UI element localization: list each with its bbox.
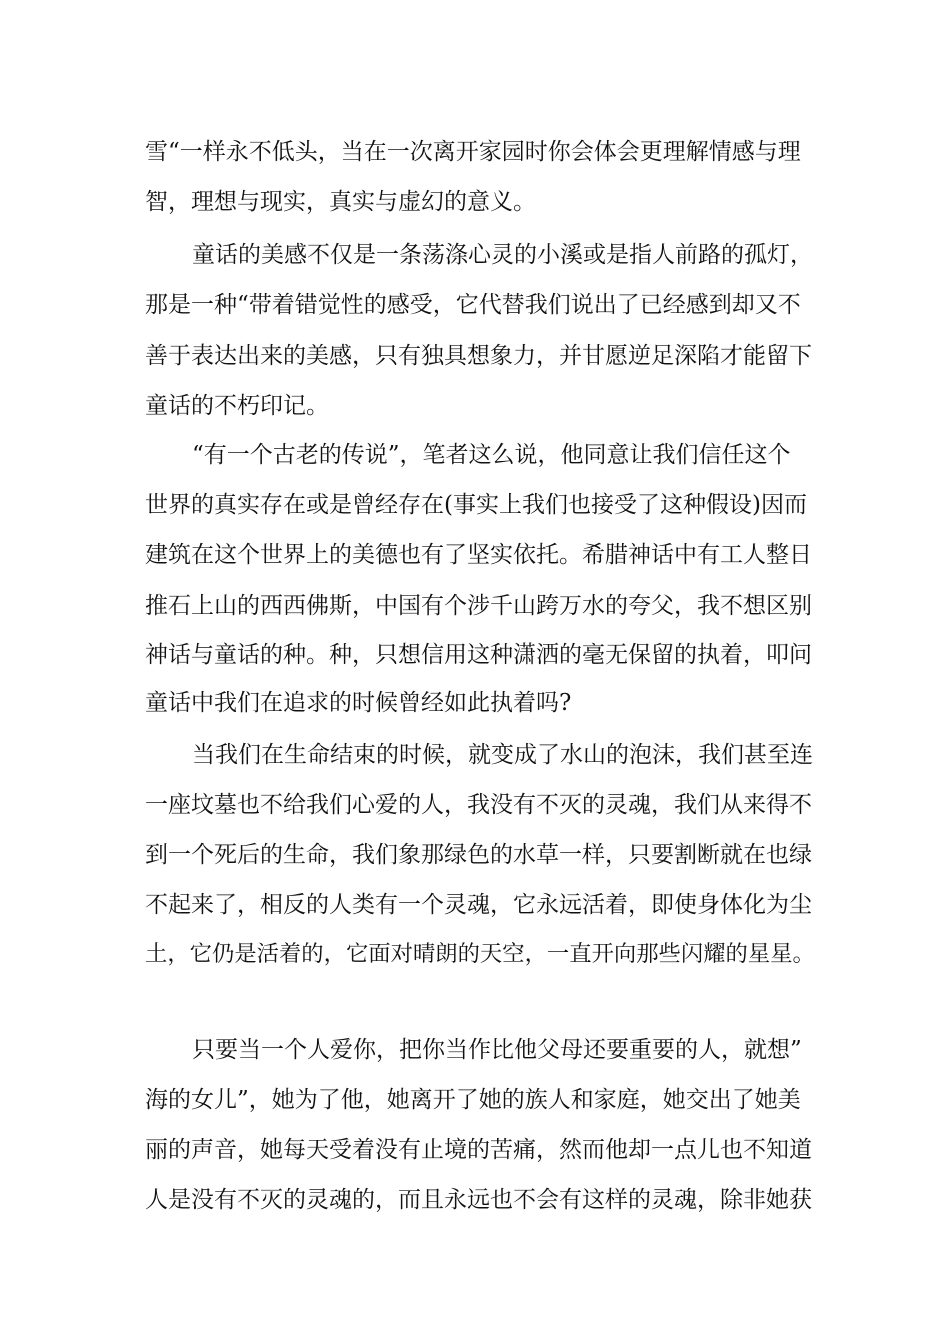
text-line: “有一个古老的传说”，笔者这么说，他同意让我们信任这个 bbox=[192, 442, 791, 468]
text-line: 神话与童话的种。种，只想信用这种潇洒的毫无保留的执着，叩问 bbox=[145, 642, 812, 668]
text-line: 丽的声音，她每天受着没有止境的苦痛，然而他却一点儿也不知道 bbox=[145, 1137, 812, 1163]
text-line: 那是一种“带着错觉性的感受，它代替我们说出了已经感到却又不 bbox=[145, 292, 801, 318]
text-line: 童话的不朽印记。 bbox=[145, 393, 329, 419]
text-line: 童话的美感不仅是一条荡涤心灵的小溪或是指人前路的孤灯， bbox=[192, 242, 813, 268]
text-line: 建筑在这个世界上的美德也有了坚实依托。希腊神话中有工人整日 bbox=[145, 542, 812, 568]
text-line: 当我们在生命结束的时候，就变成了水山的泡沫，我们甚至连 bbox=[192, 742, 813, 768]
text-line: 智，理想与现实，真实与虚幻的意义。 bbox=[145, 189, 536, 215]
text-line: 世界的真实存在或是曾经存在(事实上我们也接受了这种假设)因而 bbox=[145, 492, 807, 518]
text-line: 一座坟墓也不给我们心爱的人，我没有不灭的灵魂，我们从来得不 bbox=[145, 792, 812, 818]
text-line: 善于表达出来的美感，只有独具想象力，并甘愿逆足深陷才能留下 bbox=[145, 343, 812, 369]
text-line: 土，它仍是活着的，它面对晴朗的天空，一直开向那些闪耀的星星。 bbox=[145, 941, 815, 967]
text-line: 雪“一样永不低头，当在一次离开家园时你会体会更理解情感与理 bbox=[145, 139, 801, 165]
text-line: 推石上山的西西佛斯，中国有个涉千山跨万水的夸父，我不想区别 bbox=[145, 593, 812, 619]
text-line: 到一个死后的生命，我们象那绿色的水草一样，只要割断就在也绿 bbox=[145, 842, 812, 868]
text-line: 海的女儿”，她为了他，她离开了她的族人和家庭，她交出了她美 bbox=[145, 1087, 801, 1113]
text-line: 童话中我们在追求的时候曾经如此执着吗? bbox=[145, 690, 572, 716]
text-line: 只要当一个人爱你，把你当作比他父母还要重要的人，就想” bbox=[192, 1037, 802, 1063]
text-line: 人是没有不灭的灵魂的，而且永远也不会有这样的灵魂，除非她获 bbox=[145, 1187, 812, 1213]
text-line: 不起来了，相反的人类有一个灵魂，它永远活着，即使身体化为尘 bbox=[145, 892, 812, 918]
